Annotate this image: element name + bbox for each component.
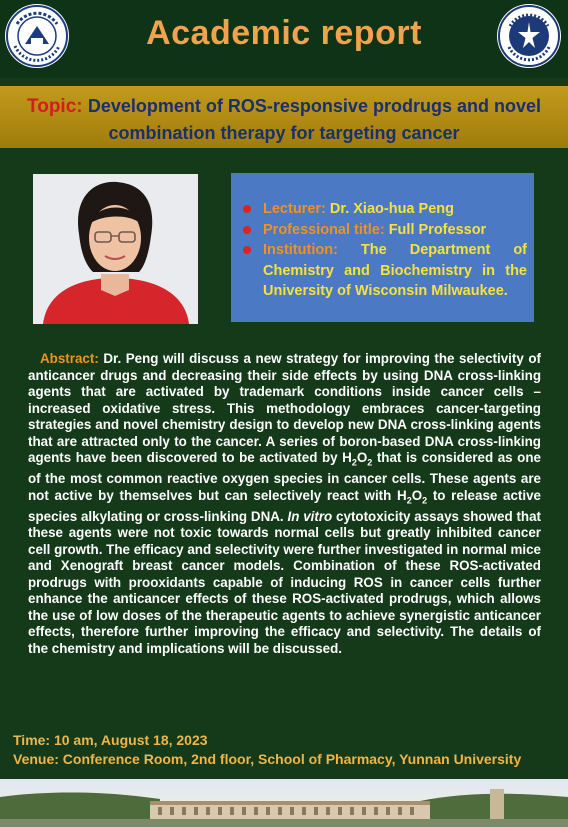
institution-value: The Department of Chemistry and Biochemistry in the University of Wisconsin Milwaukee. — [263, 242, 528, 299]
h2o2-formula: $H_2O_2$ — [342, 450, 373, 468]
event-time: Time: 10 am, August 18, 2023 — [13, 732, 208, 748]
poster-title: Academic report — [146, 14, 422, 52]
topic-line2: combination therapy for targeting cancer — [108, 123, 460, 143]
h2o2-formula: $H_2O_2$ — [397, 487, 428, 506]
school-of-pharmacy-logo — [497, 4, 561, 68]
topic-label: Topic — [27, 96, 77, 117]
event-details — [0, 727, 568, 773]
bullet-dot-icon — [243, 226, 251, 234]
professional-title-value: Full Professor — [388, 221, 487, 238]
abstract-text: Abstract: Dr. Peng will discuss a new strategy for improving the selectivity of anticancer drugs and decreasing their side effects by using DNA cross-linking agents that are activated by trademark conditions inside cancer cells – increased oxidative stress. This methodology embraces cancer-targeting strategies and novel chemistry design to develop new DNA cross-linking agents that are attracted only to the cancer. A series of boron-based DNA cross-linking agents have been discovered to be activated by $H_2O_2$ that is considered as one of the most common reactive oxygen species in cancer cells. These agents are not active by themselves but can selectively react with $H_2O_2$ to release active species alkylating or cross-linking DNA. In vitro cytotoxicity assays showed that these agents were not toxic towards normal cells but greatly inhibited cancer cell growth. The efficacy and selectivity were further investigated in normal mice and Xenograft breast cancer models. Combination of these ROS-activated prodrugs with prooxidants capable of inducing ROS in cancer cells further enhance the anticancer effects of these ROS-activated prodrugs, which allows the use of low doses of the therapeutic agents to achieve synergistic anticancer effects, therefore further improving the efficacy and selectivity. The details of the chemistry and implications will be discussed. — [28, 351, 542, 656]
abstract-section — [28, 351, 541, 715]
lecturer-info-list — [241, 199, 527, 302]
header — [0, 0, 568, 78]
in-vitro-term: In vitro — [287, 508, 333, 524]
professional-title-item — [241, 220, 527, 241]
abstract-label: Abstract: — [40, 351, 99, 366]
institution-item — [241, 240, 527, 302]
lecturer-value: Dr. Xiao-hua Peng — [329, 201, 454, 217]
topic-line1: Development of ROS-responsive prodrugs and novel — [87, 96, 541, 116]
professional-title-key: Professional title: — [263, 221, 389, 238]
topic-text: Topic: Development of ROS-responsive prodrugs and novel combination therapy for targeting cancer — [27, 96, 541, 143]
campus-photo — [0, 779, 568, 827]
lecturer-key: Lecturer: — [263, 201, 330, 217]
institution-key: Institution: — [263, 242, 361, 258]
bullet-dot-icon — [243, 205, 251, 213]
lecturer-item — [241, 199, 527, 220]
lecturer-photo — [33, 174, 198, 324]
bullet-dot-icon — [243, 246, 251, 254]
event-venue: Venue: Conference Room, 2nd floor, School of Pharmacy, Yunnan University — [13, 751, 522, 767]
lecturer-info-box — [231, 173, 534, 322]
topic-band — [0, 86, 568, 148]
